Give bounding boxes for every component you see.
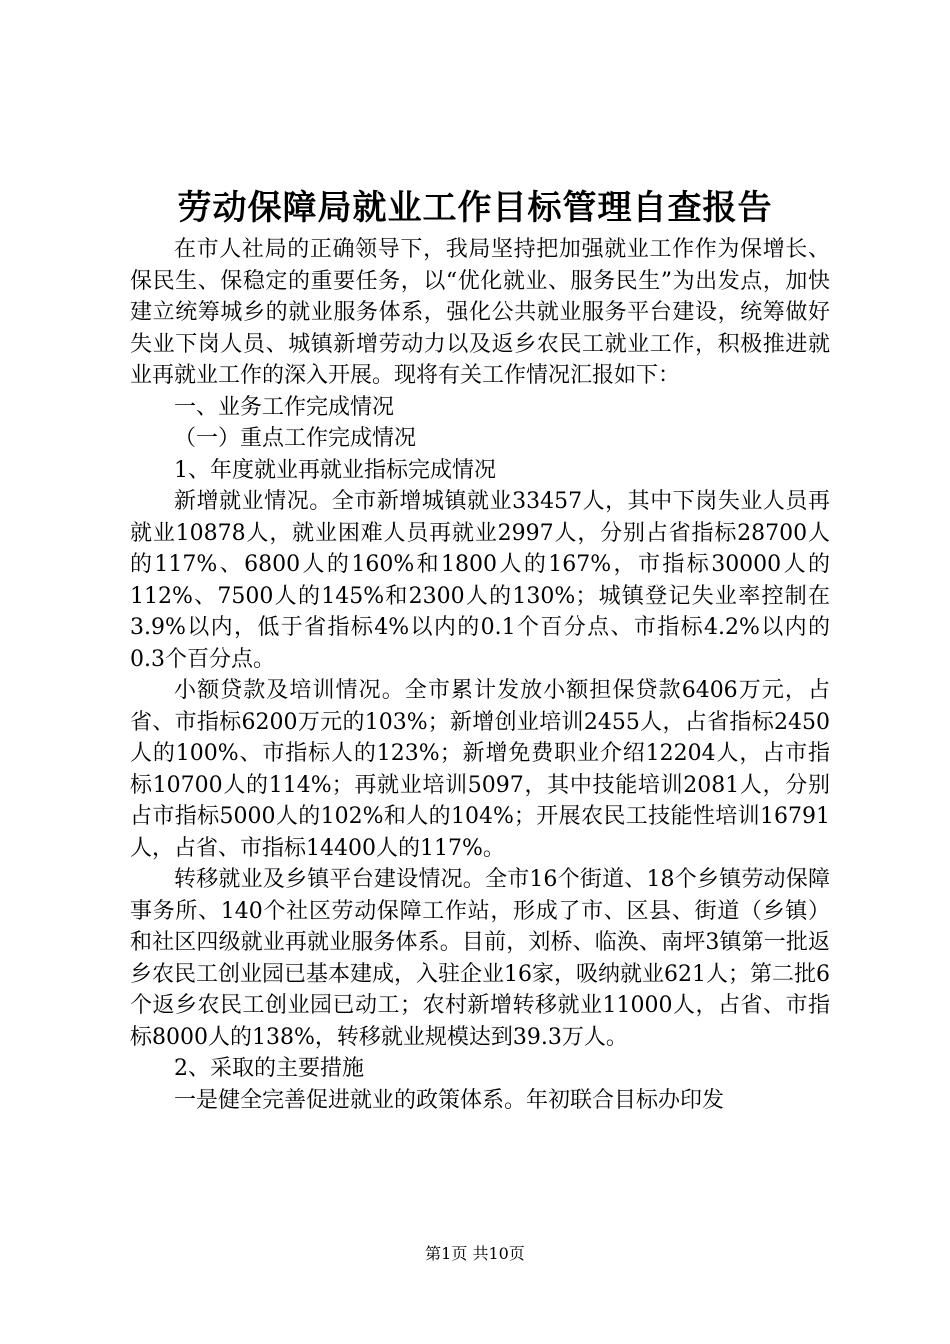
paragraph-transfer-employment: 转移就业及乡镇平台建设情况。全市16个街道、18个乡镇劳动保障事务所、140个社区劳动保障工作站，形成了市、区县、街道（乡镇）和社区四级就业再就业服务体系。目前，刘桥、临涣、南坪3镇第一批返乡农民工创业园已基本建成，入驻企业16家，吸纳就业621人；第二批6个返乡农民工创业园已动工；农村新增转移就业11000人，占省、市指标8000人的138%，转移就业规模达到39.3万人。 (130, 867, 830, 1050)
item-heading-2: 2、采取的主要措施 (174, 1056, 364, 1081)
item-heading-1: 1、年度就业再就业指标完成情况 (174, 457, 496, 483)
section-heading-1: 一、业务工作完成情况 (174, 394, 395, 420)
document-body (130, 234, 830, 1116)
subsection-heading-1: （一）重点工作完成情况 (174, 426, 417, 451)
document-title: 劳动保障局就业工作目标管理自查报告 (177, 188, 773, 228)
intro-paragraph: 在市人社局的正确领导下，我局坚持把加强就业工作作为保增长、保民生、保稳定的重要任务，以“优化就业、服务民生”为出发点，加快建立统筹城乡的就业服务体系，强化公共就业服务平台建设，统筹做好失业下岗人员、城镇新增劳动力以及返乡农民工就业工作，积极推进就业再就业工作的深入开展。现将有关工作情况汇报如下： (130, 237, 830, 388)
paragraph-new-employment: 新增就业情况。全市新增城镇就业33457人，其中下岗失业人员再就业10878人，就业困难人员再就业2997人，分别占省指标28700人的117%、6800人的160%和1800人的167%，市指标30000人的112%、7500人的145%和2300人的130%；城镇登记失业率控制在3.9%以内，低于省指标4%以内的0.1个百分点、市指标4.2%以内的0.3个百分点。 (130, 489, 830, 672)
paragraph-measures: 一是健全完善促进就业的政策体系。年初联合目标办印发 (174, 1087, 725, 1113)
paragraph-loans-training: 小额贷款及培训情况。全市累计发放小额担保贷款6406万元，占省、市指标6200万元的103%；新增创业培训2455人，占省指标2450人的100%、市指标人的123%；新增免费职业介绍12204人，占市指标10700人的114%；再就业培训5097，其中技能培训2081人，分别占市指标5000人的102%和人的104%；开展农民工技能性培训16791人，占省、市指标14400人的117%。 (130, 678, 830, 861)
page-footer: 第1页 共10页 (425, 1244, 525, 1263)
